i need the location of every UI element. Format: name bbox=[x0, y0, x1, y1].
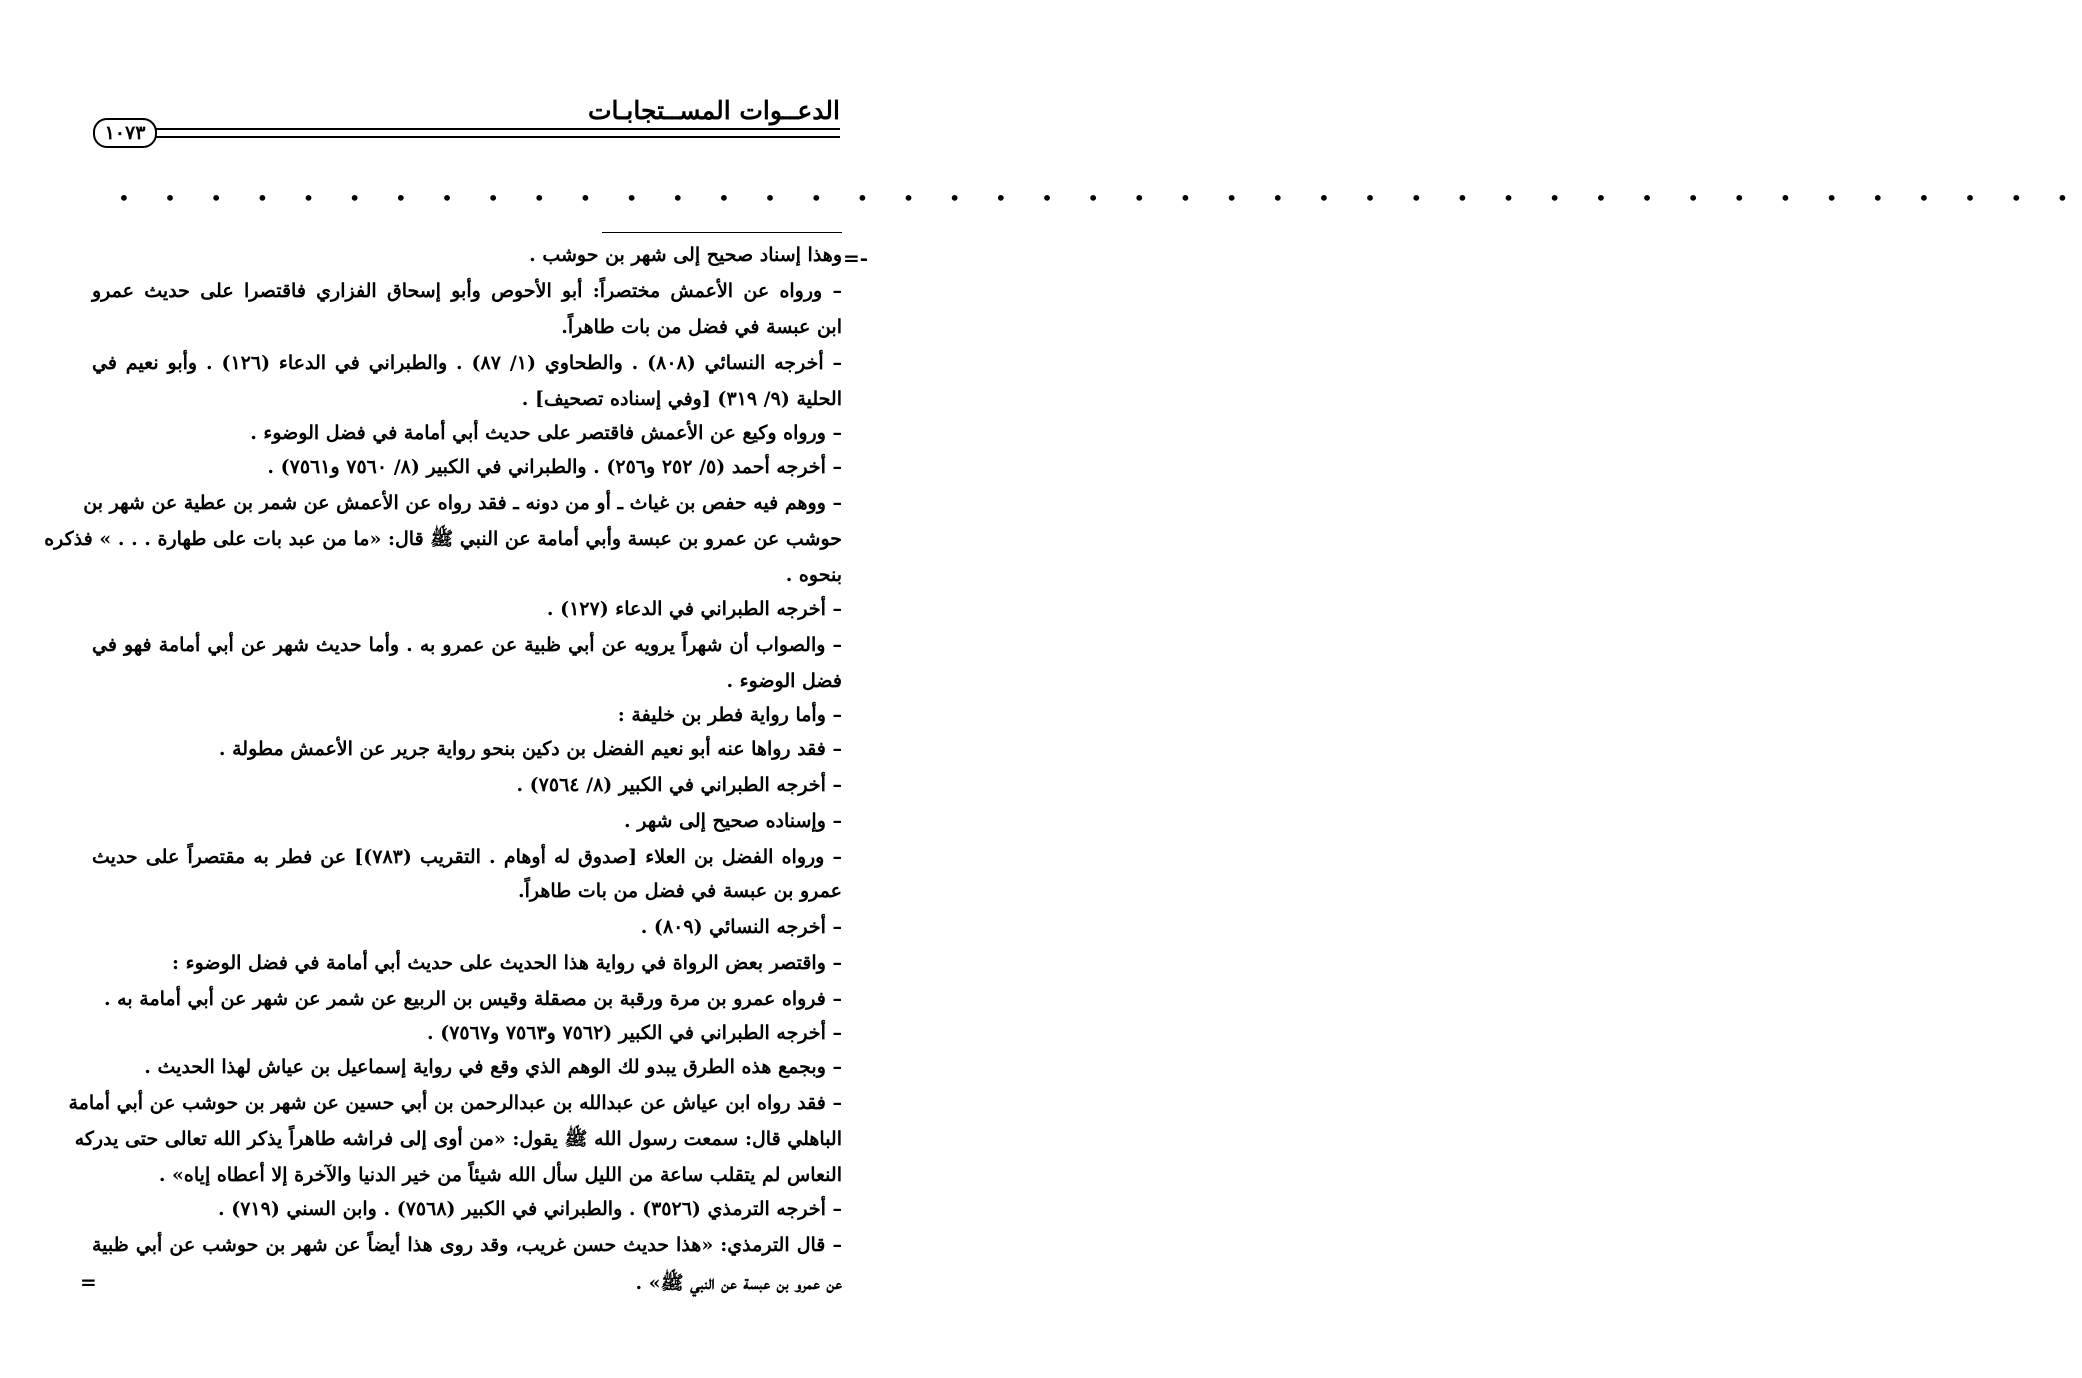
text-line: – فقد رواها عنه أبو نعيم الفضل بن دكين بنحو رواية جرير عن الأعمش مطولة . bbox=[218, 738, 842, 760]
text-line: وهذا إسناد صحيح إلى شهر بن حوشب . bbox=[529, 244, 842, 266]
running-header-title: الدعــوات المســتجابـات bbox=[587, 96, 840, 125]
text-line: بنحوه . bbox=[785, 564, 842, 586]
text-line: الباهلي قال: سمعت رسول الله ﷺ يقول: «من أوى إلى فراشه طاهراً يذكر الله تعالى حتى يدركه bbox=[74, 1128, 842, 1150]
continuation-mark-bottom: = bbox=[80, 1270, 97, 1294]
text-line: حوشب عن عمرو بن عبسة وأبي أمامة عن النبي ﷺ قال: «ما من عبد بات على طهارة . . . » فذكره bbox=[44, 528, 842, 550]
text-line: – ورواه وكيع عن الأعمش فاقتصر على حديث أبي أمامة في فضل الوضوء . bbox=[250, 422, 842, 444]
text-line: – والصواب أن شهراً يرويه عن أبي ظبية عن عمرو به . وأما حديث شهر عن أبي أمامة فهو في bbox=[92, 634, 842, 656]
text-line: عمرو بن عبسة في فضل من بات طاهراً. bbox=[517, 880, 842, 902]
text-line: – أخرجه النسائي (٨٠٨) . والطحاوي (١/ ٨٧) . والطبراني في الدعاء (١٢٦) . وأبو نعيم في bbox=[92, 352, 843, 374]
text-line: – ورواه عن الأعمش مختصراً: أبو الأحوص وأبو إسحاق الفزاري فاقتصرا على حديث عمرو bbox=[92, 280, 842, 302]
text-line: عن عمرو بن عبسة عن النبي ﷺ» . bbox=[635, 1272, 842, 1294]
text-line: – أخرجه الطبراني في الكبير (٧٥٦٢ و٧٥٦٣ و٧٥٦٧) . bbox=[426, 1022, 842, 1044]
text-line: – وبجمع هذه الطرق يبدو لك الوهم الذي وقع في رواية إسماعيل بن عياش لهذا الحديث . bbox=[144, 1056, 842, 1078]
text-line: – فرواه عمرو بن مرة ورقبة بن مصقلة وقيس بن الربيع عن شمر عن شهر عن أبي أمامة به . bbox=[103, 988, 842, 1010]
text-line: – أخرجه أحمد (٥/ ٢٥٢ و٢٥٦) . والطبراني في الكبير (٨/ ٧٥٦٠ و٧٥٦١) . bbox=[267, 456, 842, 478]
text-line: – أخرجه الترمذي (٣٥٢٦) . والطبراني في الكبير (٧٥٦٨) . وابن السني (٧١٩) . bbox=[217, 1198, 842, 1220]
text-line: – قال الترمذي: «هذا حديث حسن غريب، وقد روى هذا أيضاً عن شهر بن حوشب عن أبي ظبية bbox=[92, 1234, 842, 1256]
text-line: النعاس لم يتقلب ساعة من الليل سأل الله شيئاً من خير الدنيا والآخرة إلا أعطاه إياه» . bbox=[158, 1164, 842, 1186]
text-line: – وإسناده صحيح إلى شهر . bbox=[624, 810, 842, 832]
page-number: ١٠٧٣ bbox=[93, 118, 157, 148]
text-line: فضل الوضوء . bbox=[726, 670, 842, 692]
text-line: – أخرجه الطبراني في الكبير (٨/ ٧٥٦٤) . bbox=[516, 774, 842, 796]
text-line: – أخرجه النسائي (٨٠٩) . bbox=[640, 916, 842, 938]
text-line: – واقتصر بعض الرواة في رواية هذا الحديث على حديث أبي أمامة في فضل الوضوء : bbox=[172, 952, 842, 974]
separator-dots: • • • • • • • • • • • • • • • • • • • • • • • • • • • • • • • • • • • • • • • • • • • bbox=[118, 186, 2082, 210]
text-line: الحلية (٩/ ٣١٩) [وفي إسناده تصحيف] . bbox=[521, 388, 842, 410]
text-line: – فقد رواه ابن عياش عن عبدالله بن عبدالرحمن بن أبي حسين عن شهر بن حوشب عن أبي أمامة bbox=[68, 1092, 842, 1114]
text-line: – وأما رواية فطر بن خليفة : bbox=[617, 704, 842, 726]
text-line: ابن عبسة في فضل من بات طاهراً. bbox=[561, 316, 842, 338]
text-line: – ورواه الفضل بن العلاء [صدوق له أوهام . التقريب (٧٨٣)] عن فطر به مقتصراً على حديث bbox=[92, 846, 843, 868]
text-line: – أخرجه الطبراني في الدعاء (١٢٧) . bbox=[546, 598, 842, 620]
text-line: – ووهم فيه حفص بن غياث ـ أو من دونه ـ فقد رواه عن الأعمش عن شمر بن عطية عن شهر بن bbox=[83, 492, 842, 514]
continuation-mark-top: =- bbox=[842, 246, 868, 270]
